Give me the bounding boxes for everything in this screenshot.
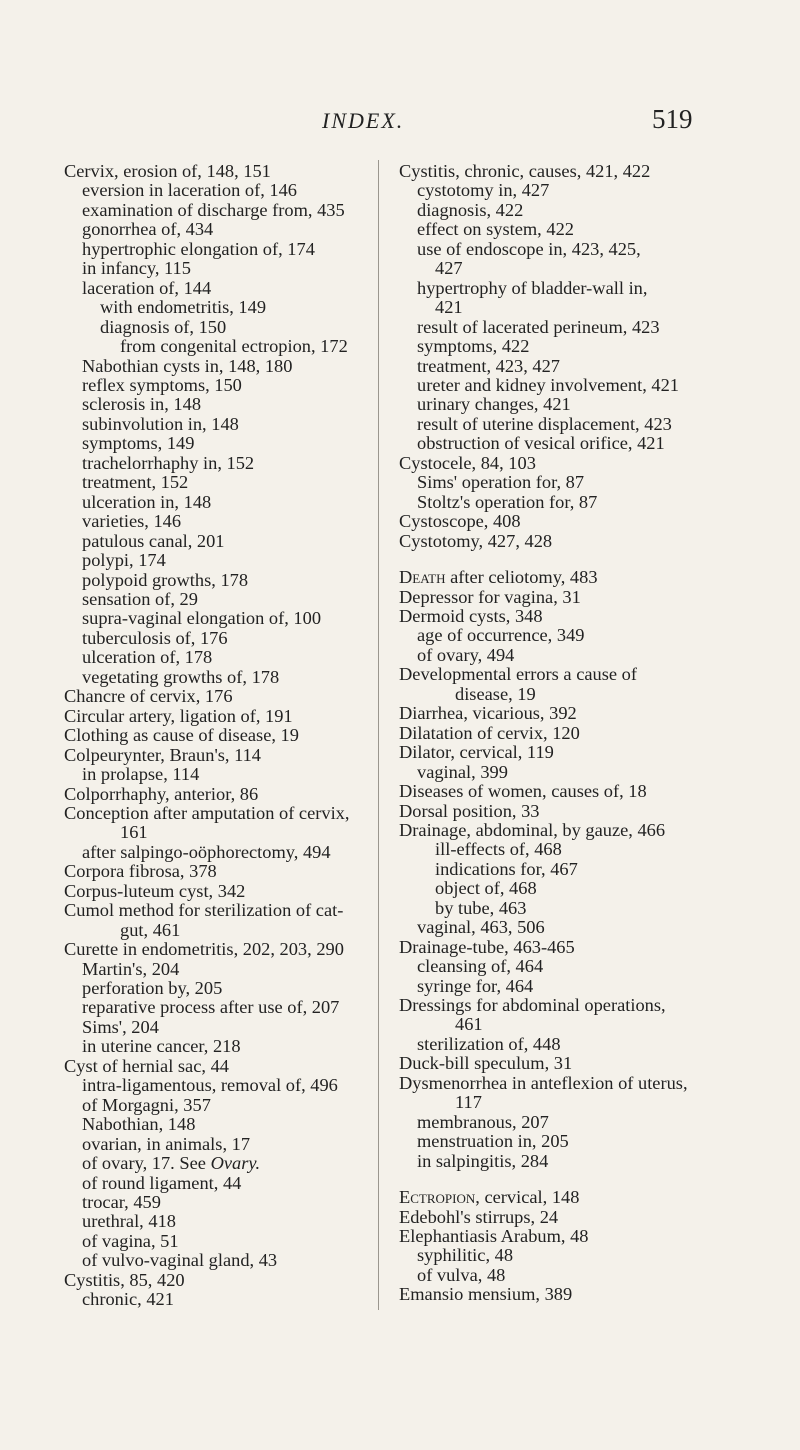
index-entry xyxy=(64,590,374,609)
index-entry xyxy=(399,201,739,220)
entry-text: polypoid growths, 178 xyxy=(82,569,249,590)
entry-text: vaginal, 463, 506 xyxy=(417,917,545,938)
index-entry xyxy=(399,782,739,801)
entry-text: tuberculosis of, 176 xyxy=(82,627,228,648)
index-entry xyxy=(399,626,739,645)
entry-text: Dysmenorrhea in anteflexion of uterus, xyxy=(399,1072,688,1093)
index-entry xyxy=(399,493,739,512)
entry-text: in prolapse, 114 xyxy=(82,764,200,785)
entry-text: with endometritis, 149 xyxy=(100,297,267,318)
entry-text: disease, 19 xyxy=(455,683,536,704)
entry-text: ulceration in, 148 xyxy=(82,491,212,512)
entry-text: by tube, 463 xyxy=(435,897,527,918)
index-entry xyxy=(399,763,739,782)
entry-text: result of uterine displacement, 423 xyxy=(417,413,672,434)
entry-text: urethral, 418 xyxy=(82,1211,176,1232)
index-entry xyxy=(399,220,739,239)
entry-text: Dressings for abdominal operations, xyxy=(399,995,666,1016)
entry-text: Dermoid cysts, 348 xyxy=(399,605,543,626)
entry-text: cystotomy in, 427 xyxy=(417,180,550,201)
index-entry xyxy=(64,1232,374,1251)
entry-text: Cyst of hernial sac, 44 xyxy=(64,1055,229,1076)
index-entry xyxy=(64,882,374,901)
entry-text: 427 xyxy=(435,258,463,279)
entry-text: Depressor for vagina, 31 xyxy=(399,586,581,607)
entry-text: sterilization of, 448 xyxy=(417,1033,561,1054)
index-entry xyxy=(399,918,739,937)
index-entry xyxy=(399,181,739,200)
entry-text: treatment, 152 xyxy=(82,472,189,493)
entry-text: Sims', 204 xyxy=(82,1016,159,1037)
entry-text: laceration of, 144 xyxy=(82,277,212,298)
index-entry xyxy=(399,996,739,1015)
entry-text: trachelorrhaphy in, 152 xyxy=(82,452,255,473)
entry-text: Colpeurynter, Braun's, 114 xyxy=(64,744,262,765)
entry-text: Diseases of women, causes of, 18 xyxy=(399,781,647,802)
entry-text: Sims' operation for, 87 xyxy=(417,472,585,493)
index-entry xyxy=(399,1208,739,1227)
entry-text: age of occurrence, 349 xyxy=(417,625,585,646)
index-entry xyxy=(64,1115,374,1134)
index-entry xyxy=(64,454,374,473)
index-entry xyxy=(64,1057,374,1076)
index-entry xyxy=(64,201,374,220)
entry-text: of vulvo-vaginal gland, 43 xyxy=(82,1250,278,1271)
entry-text: after celiotomy, 483 xyxy=(445,567,598,588)
index-entry xyxy=(64,493,374,512)
entry-text: hypertrophic elongation of, 174 xyxy=(82,238,315,259)
index-entry xyxy=(64,1096,374,1115)
index-entry xyxy=(399,337,739,356)
index-entry xyxy=(399,415,739,434)
index-entry xyxy=(64,279,374,298)
entry-text: Emansio mensium, 389 xyxy=(399,1284,573,1305)
left-index-column xyxy=(64,162,374,1310)
entry-text: of Morgagni, 357 xyxy=(82,1094,211,1115)
index-entry xyxy=(64,843,374,862)
see-target: Ovary. xyxy=(210,1153,261,1174)
entry-text: of round ligament, 44 xyxy=(82,1172,242,1193)
entry-text: effect on system, 422 xyxy=(417,219,574,240)
entry-text: Conception after amputation of cervix, xyxy=(64,802,350,823)
index-entry xyxy=(64,765,374,784)
entry-text: trocar, 459 xyxy=(82,1192,161,1213)
entry-text: supra-vaginal elongation of, 100 xyxy=(82,608,322,629)
entry-text: diagnosis of, 150 xyxy=(100,316,227,337)
index-entry xyxy=(64,532,374,551)
entry-text: hypertrophy of bladder-wall in, xyxy=(417,277,648,298)
index-entry xyxy=(64,1290,374,1309)
index-entry xyxy=(399,646,739,665)
entry-text: result of lacerated perineum, 423 xyxy=(417,316,660,337)
entry-text: Nabothian cysts in, 148, 180 xyxy=(82,355,293,376)
index-entry xyxy=(64,1212,374,1231)
entry-text: Clothing as cause of disease, 19 xyxy=(64,725,299,746)
entry-text: vaginal, 399 xyxy=(417,761,508,782)
entry-text: 161 xyxy=(120,822,148,843)
entry-text: examination of discharge from, 435 xyxy=(82,199,345,220)
index-entry xyxy=(399,1132,739,1151)
entry-text: varieties, 146 xyxy=(82,511,182,532)
entry-text: intra-ligamentous, removal of, 496 xyxy=(82,1075,338,1096)
entry-text: chronic, 421 xyxy=(82,1289,174,1310)
index-entry xyxy=(399,1093,739,1112)
entry-text: vegetating growths of, 178 xyxy=(82,666,280,687)
index-entry xyxy=(399,298,739,317)
entry-text: Cystotomy, 427, 428 xyxy=(399,530,553,551)
entry-text: Corpus-luteum cyst, 342 xyxy=(64,880,246,901)
index-entry xyxy=(64,337,374,356)
index-entry xyxy=(399,259,739,278)
index-entry xyxy=(399,1113,739,1132)
entry-text: eversion in laceration of, 146 xyxy=(82,180,297,201)
entry-text: in infancy, 115 xyxy=(82,258,191,279)
entry-text: Elephantiasis Arabum, 48 xyxy=(399,1226,589,1247)
entry-text: 461 xyxy=(455,1014,483,1035)
index-entry xyxy=(64,785,374,804)
index-entry xyxy=(399,376,739,395)
entry-text: gonorrhea of, 434 xyxy=(82,219,214,240)
entry-text: reparative process after use of, 207 xyxy=(82,997,340,1018)
index-entry xyxy=(64,1018,374,1037)
section-gap xyxy=(399,551,739,568)
index-entry xyxy=(64,629,374,648)
entry-text: perforation by, 205 xyxy=(82,978,223,999)
entry-text: Curette in endometritis, 202, 203, 290 xyxy=(64,939,344,960)
index-entry xyxy=(399,162,739,181)
index-entry xyxy=(399,395,739,414)
entry-text: Chancre of cervix, 176 xyxy=(64,686,233,707)
entry-text: after salpingo-oöphorectomy, 494 xyxy=(82,841,331,862)
index-entry xyxy=(64,162,374,181)
index-entry xyxy=(64,415,374,434)
entry-text: ovarian, in animals, 17 xyxy=(82,1133,251,1154)
entry-text: Colporrhaphy, anterior, 86 xyxy=(64,783,259,804)
entry-text: Circular artery, ligation of, 191 xyxy=(64,705,293,726)
entry-text: Stoltz's operation for, 87 xyxy=(417,491,598,512)
index-entry xyxy=(64,220,374,239)
entry-text: symptoms, 149 xyxy=(82,433,195,454)
entry-text: diagnosis, 422 xyxy=(417,199,524,220)
entry-text: ill-effects of, 468 xyxy=(435,839,562,860)
entry-text: Dilatation of cervix, 120 xyxy=(399,722,580,743)
index-entry xyxy=(64,707,374,726)
index-entry xyxy=(64,1174,374,1193)
entry-text: ureter and kidney involvement, 421 xyxy=(417,374,679,395)
entry-text: membranous, 207 xyxy=(417,1111,549,1132)
index-entry xyxy=(64,823,374,842)
entry-text: Cumol method for sterilization of cat- xyxy=(64,900,344,921)
entry-text: in uterine cancer, 218 xyxy=(82,1036,241,1057)
section-gap xyxy=(399,1171,739,1188)
entry-text: of vagina, 51 xyxy=(82,1230,179,1251)
index-entry xyxy=(399,704,739,723)
index-entry xyxy=(64,746,374,765)
index-entry xyxy=(399,588,739,607)
index-entry xyxy=(64,687,374,706)
index-entry xyxy=(399,840,739,859)
entry-text: 421 xyxy=(435,297,463,318)
entry-text: syphilitic, 48 xyxy=(417,1245,514,1266)
see-reference: See xyxy=(179,1153,206,1174)
entry-text: of vulva, 48 xyxy=(417,1264,506,1285)
index-entry xyxy=(64,726,374,745)
entry-text: from congenital ectropion, 172 xyxy=(120,336,348,357)
index-entry xyxy=(399,357,739,376)
entry-text: Cystocele, 84, 103 xyxy=(399,452,536,473)
index-entry xyxy=(64,571,374,590)
entry-text: of ovary, 494 xyxy=(417,644,515,665)
index-entry xyxy=(399,938,739,957)
entry-text: Diarrhea, vicarious, 392 xyxy=(399,703,577,724)
index-entry xyxy=(399,318,739,337)
entry-text: sensation of, 29 xyxy=(82,588,198,609)
index-entry xyxy=(399,1074,739,1093)
index-entry xyxy=(64,376,374,395)
index-entry xyxy=(399,454,739,473)
entry-text: obstruction of vesical orifice, 421 xyxy=(417,433,665,454)
index-entry xyxy=(64,998,374,1017)
entry-text: Cervix, erosion of, 148, 151 xyxy=(64,161,271,181)
entry-text: of ovary, 17. xyxy=(82,1153,175,1174)
index-entry xyxy=(399,802,739,821)
index-entry xyxy=(399,899,739,918)
entry-text: Cystitis, chronic, causes, 421, 422 xyxy=(399,161,651,181)
entry-text: sclerosis in, 148 xyxy=(82,394,202,415)
index-entry xyxy=(399,743,739,762)
index-entry xyxy=(64,1154,374,1173)
index-entry xyxy=(399,977,739,996)
entry-text: menstruation in, 205 xyxy=(417,1131,569,1152)
column-divider xyxy=(378,160,379,1310)
index-entry xyxy=(399,512,739,531)
index-entry xyxy=(399,860,739,879)
index-entry xyxy=(399,473,739,492)
entry-text: Developmental errors a cause of xyxy=(399,664,637,685)
entry-text: urinary changes, 421 xyxy=(417,394,571,415)
entry-text: object of, 468 xyxy=(435,878,537,899)
index-entry xyxy=(64,609,374,628)
index-entry xyxy=(64,921,374,940)
index-entry xyxy=(64,473,374,492)
entry-text: in salpingitis, 284 xyxy=(417,1150,549,1171)
entry-text: Corpora fibrosa, 378 xyxy=(64,861,217,882)
page-header xyxy=(0,104,800,148)
index-entry xyxy=(399,1246,739,1265)
index-entry xyxy=(399,685,739,704)
index-entry xyxy=(64,181,374,200)
index-entry xyxy=(399,957,739,976)
entry-text: Dorsal position, 33 xyxy=(399,800,540,821)
index-entry xyxy=(399,821,739,840)
index-entry xyxy=(64,551,374,570)
index-entry xyxy=(64,259,374,278)
index-entry xyxy=(64,668,374,687)
index-entry xyxy=(399,724,739,743)
entry-text: Cystoscope, 408 xyxy=(399,511,521,532)
index-entry xyxy=(399,1054,739,1073)
index-entry xyxy=(399,1152,739,1171)
entry-text: Cystitis, 85, 420 xyxy=(64,1269,185,1290)
section-initial-word: Death xyxy=(399,567,446,588)
index-entry xyxy=(399,434,739,453)
entry-text: Drainage, abdominal, by gauze, 466 xyxy=(399,819,666,840)
index-entry xyxy=(64,862,374,881)
entry-text: Dilator, cervical, 119 xyxy=(399,742,554,763)
entry-text: patulous canal, 201 xyxy=(82,530,225,551)
index-entry xyxy=(399,879,739,898)
running-title: INDEX. xyxy=(322,108,405,133)
index-entry xyxy=(399,665,739,684)
index-entry xyxy=(64,1193,374,1212)
index-entry xyxy=(399,1188,739,1207)
index-entry xyxy=(64,240,374,259)
entry-text: , cervical, 148 xyxy=(475,1187,580,1208)
index-entry xyxy=(399,279,739,298)
index-entry xyxy=(64,1037,374,1056)
entry-text: syringe for, 464 xyxy=(417,975,534,996)
index-entry xyxy=(399,1266,739,1285)
entry-text: gut, 461 xyxy=(120,919,181,940)
index-entry xyxy=(64,1271,374,1290)
index-entry xyxy=(64,1251,374,1270)
entry-text: symptoms, 422 xyxy=(417,336,530,357)
entry-text: subinvolution in, 148 xyxy=(82,413,239,434)
entry-text: cleansing of, 464 xyxy=(417,956,544,977)
index-entry xyxy=(64,318,374,337)
index-entry xyxy=(64,1076,374,1095)
index-entry xyxy=(64,648,374,667)
index-entry xyxy=(64,512,374,531)
index-entry xyxy=(399,607,739,626)
index-entry xyxy=(64,960,374,979)
right-index-column xyxy=(399,162,739,1305)
index-entry xyxy=(399,240,739,259)
index-entry xyxy=(64,979,374,998)
entry-text: Martin's, 204 xyxy=(82,958,180,979)
index-entry xyxy=(399,532,739,551)
entry-text: polypi, 174 xyxy=(82,550,166,571)
index-entry xyxy=(399,1035,739,1054)
entry-text: Nabothian, 148 xyxy=(82,1114,196,1135)
entry-text: use of endoscope in, 423, 425, xyxy=(417,238,641,259)
index-entry xyxy=(64,1135,374,1154)
index-entry xyxy=(399,1227,739,1246)
index-entry xyxy=(399,1285,739,1304)
entry-text: Duck-bill speculum, 31 xyxy=(399,1053,573,1074)
index-entry xyxy=(64,357,374,376)
index-entry xyxy=(64,804,374,823)
index-entry xyxy=(64,434,374,453)
section-initial-word: Ectropion xyxy=(399,1187,476,1208)
entry-text: treatment, 423, 427 xyxy=(417,355,561,376)
index-entry xyxy=(399,568,739,587)
entry-text: ulceration of, 178 xyxy=(82,647,213,668)
index-entry xyxy=(399,1015,739,1034)
index-entry xyxy=(64,298,374,317)
entry-text: 117 xyxy=(455,1092,482,1113)
entry-text: Drainage-tube, 463-465 xyxy=(399,936,575,957)
entry-text: indications for, 467 xyxy=(435,858,578,879)
index-entry xyxy=(64,940,374,959)
page-number: 519 xyxy=(652,104,693,134)
entry-text: Edebohl's stirrups, 24 xyxy=(399,1206,559,1227)
entry-text: reflex symptoms, 150 xyxy=(82,374,242,395)
index-entry xyxy=(64,901,374,920)
index-entry xyxy=(64,395,374,414)
